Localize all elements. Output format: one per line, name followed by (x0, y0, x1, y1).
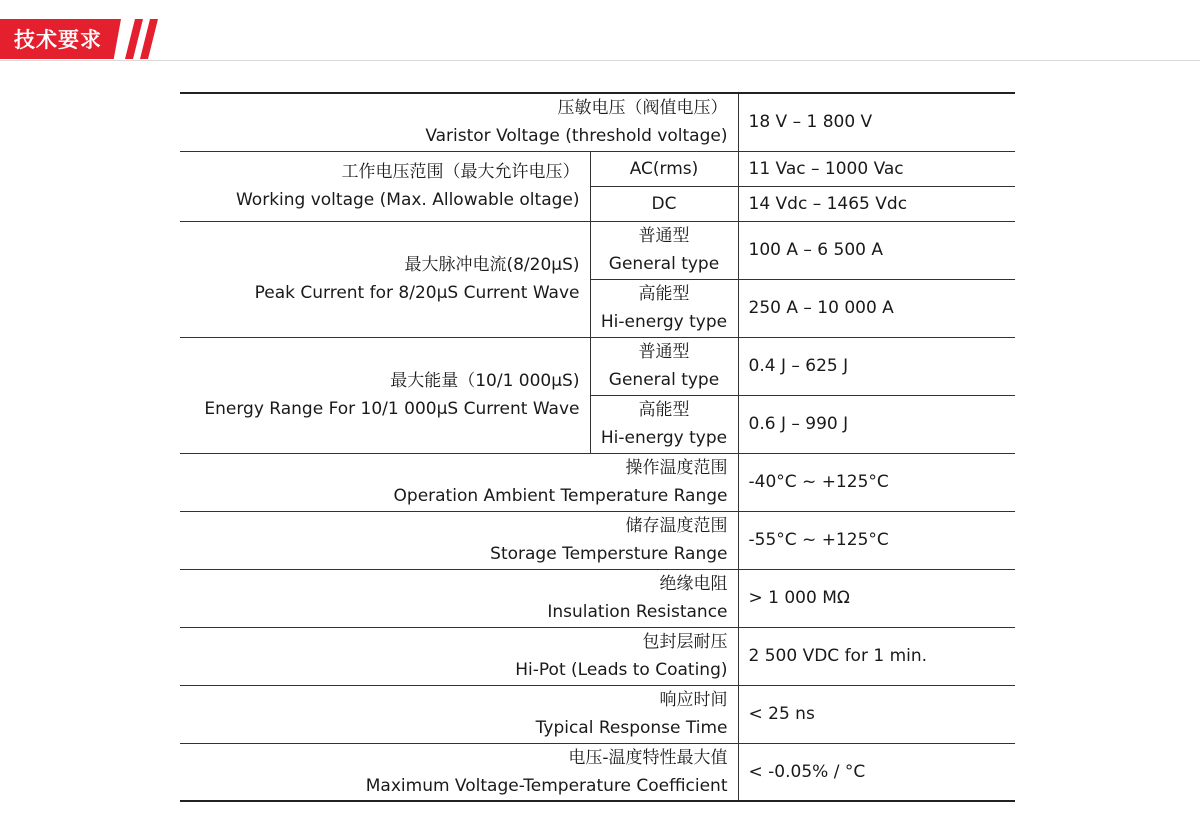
label-zh: 工作电压范围（最大允许电压） (341, 162, 580, 182)
spec-label (180, 221, 590, 337)
spec-label (180, 685, 738, 743)
spec-value: 0.6 J – 990 J (738, 395, 1015, 453)
spec-row (180, 685, 1015, 743)
sub-label: AC(rms) (590, 151, 738, 186)
sub-label-en: Hi-energy type (600, 312, 728, 332)
sub-label (590, 395, 738, 453)
spec-label (180, 337, 590, 453)
spec-value: 14 Vdc – 1465 Vdc (738, 186, 1015, 221)
sub-label-zh: 高能型 (638, 400, 690, 420)
spec-value: < 25 ns (738, 685, 1015, 743)
spec-label (180, 627, 738, 685)
sub-label-en: Hi-energy type (600, 428, 728, 448)
label-en: Maximum Voltage-Temperature Coefficient (365, 775, 728, 796)
spec-value: -55°C ~ +125°C (738, 511, 1015, 569)
spec-table (180, 92, 1015, 802)
label-zh: 储存温度范围 (625, 516, 728, 536)
sub-label-zh: 高能型 (638, 284, 690, 304)
spec-row (180, 627, 1015, 685)
label-en: Insulation Resistance (547, 602, 728, 622)
spec-label (180, 93, 738, 151)
spec-label (180, 151, 590, 221)
label-zh: 操作温度范围 (625, 458, 728, 478)
sub-label: DC (590, 186, 738, 221)
label-zh: 绝缘电阻 (659, 574, 728, 594)
sub-label (590, 221, 738, 279)
label-en: Peak Current for 8/20μS Current Wave (254, 283, 580, 303)
spec-value: -40°C ~ +125°C (738, 453, 1015, 511)
section-header (0, 0, 1200, 62)
label-en: Operation Ambient Temperature Range (393, 486, 728, 506)
spec-label (180, 743, 738, 801)
spec-value: 18 V – 1 800 V (738, 93, 1015, 151)
label-zh: 最大能量（10/1 000μS) (390, 371, 580, 391)
label-en: Storage Tempersture Range (490, 544, 728, 564)
label-en: Varistor Voltage (threshold voltage) (425, 126, 728, 147)
sub-label (590, 279, 738, 337)
spec-value: < -0.05% / °C (738, 743, 1015, 801)
label-zh: 压敏电压（阀值电压） (557, 98, 728, 119)
spec-row (180, 93, 1015, 151)
spec-label (180, 569, 738, 627)
sub-label-en: General type (608, 254, 720, 274)
spec-row (180, 453, 1015, 511)
spec-label (180, 453, 738, 511)
sub-label-en: General type (608, 370, 720, 390)
label-en: Hi-Pot (Leads to Coating) (515, 660, 728, 680)
sub-label (590, 337, 738, 395)
spec-label (180, 511, 738, 569)
spec-value: 0.4 J – 625 J (738, 337, 1015, 395)
spec-row (180, 221, 1015, 279)
sub-label-zh: 普通型 (638, 342, 690, 362)
section-title: 技术要求 (14, 28, 102, 52)
label-en: Energy Range For 10/1 000μS Current Wave (204, 399, 580, 419)
header-divider (0, 60, 1200, 61)
spec-row (180, 511, 1015, 569)
label-en: Working voltage (Max. Allowable oltage) (235, 190, 580, 210)
spec-value: 250 A – 10 000 A (738, 279, 1015, 337)
decorative-stripe (140, 19, 158, 59)
spec-value: > 1 000 MΩ (738, 569, 1015, 627)
label-zh: 最大脉冲电流(8/20μS) (404, 255, 580, 275)
label-en: Typical Response Time (535, 718, 728, 738)
spec-value: 100 A – 6 500 A (738, 221, 1015, 279)
label-zh: 电压-温度特性最大值 (568, 747, 728, 768)
sub-label-zh: 普通型 (638, 226, 690, 246)
label-zh: 响应时间 (659, 690, 728, 710)
spec-value: 2 500 VDC for 1 min. (738, 627, 1015, 685)
label-zh: 包封层耐压 (642, 632, 728, 652)
spec-row (180, 569, 1015, 627)
spec-row (180, 743, 1015, 801)
spec-row (180, 151, 1015, 186)
spec-value: 11 Vac – 1000 Vac (738, 151, 1015, 186)
spec-row (180, 337, 1015, 395)
